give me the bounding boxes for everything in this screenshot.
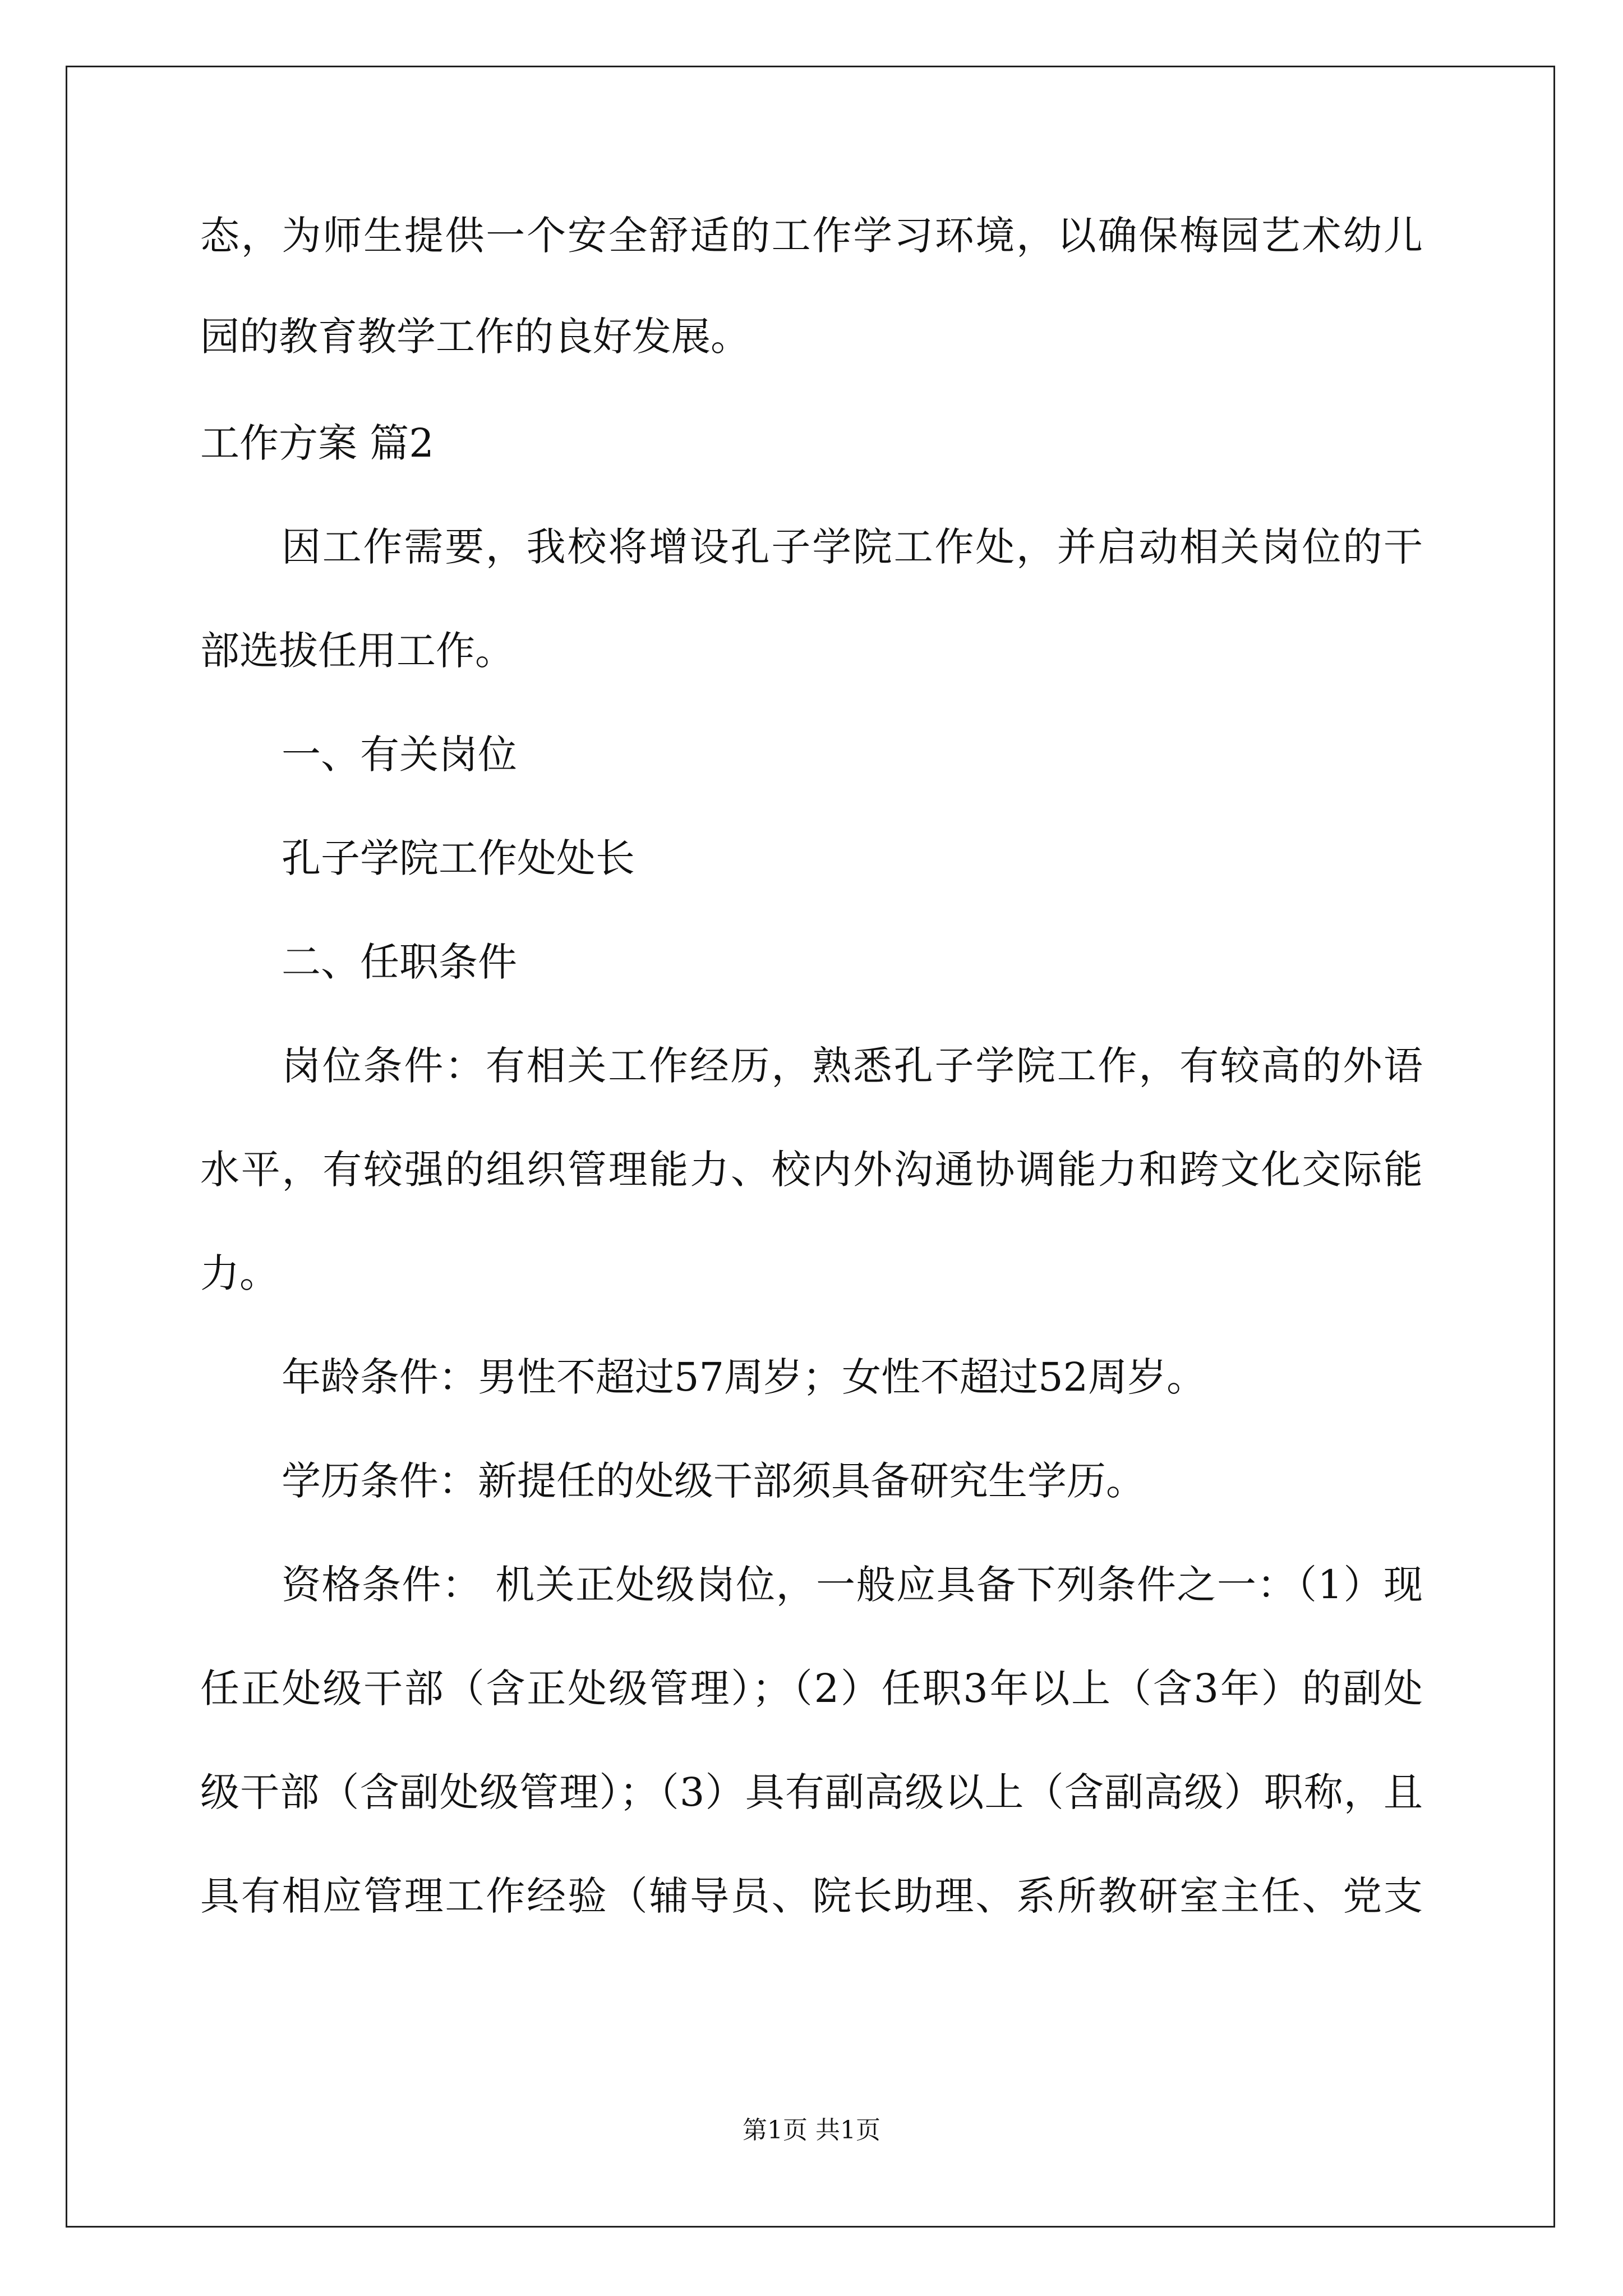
paragraph-line: 孔子学院工作处处长 (282, 835, 635, 881)
page-number-footer: 第1页 共1页 (743, 2116, 880, 2145)
paragraph-line: 态，为师生提供一个安全舒适的工作学习环境，以确保梅园艺术幼儿 (200, 213, 1423, 259)
paragraph-line: 具有相应管理工作经验（辅导员、院长助理、系所教研室主任、党支 (200, 1873, 1423, 1919)
paragraph-line: 因工作需要，我校将增设孔子学院工作处，并启动相关岗位的干 (282, 524, 1423, 570)
paragraph-line: 水平，有较强的组织管理能力、校内外沟通协调能力和跨文化交际能 (200, 1147, 1423, 1193)
subheading: 一、有关岗位 (282, 731, 517, 777)
paragraph-line: 学历条件：新提任的处级干部须具备研究生学历。 (282, 1458, 1145, 1504)
paragraph-line: 岗位条件：有相关工作经历，熟悉孔子学院工作，有较高的外语 (282, 1043, 1423, 1089)
paragraph-line: 年龄条件：男性不超过57周岁；女性不超过52周岁。 (282, 1354, 1206, 1400)
paragraph-line: 部选拔任用工作。 (200, 628, 514, 674)
paragraph-line: 任正处级干部（含正处级管理）；（2）任职3年以上（含3年）的副处 (200, 1665, 1423, 1711)
paragraph-line: 力。 (200, 1250, 279, 1296)
paragraph-line: 园的教育教学工作的良好发展。 (200, 314, 750, 360)
section-heading: 工作方案 篇2 (200, 420, 434, 466)
paragraph-line: 资格条件： 机关正处级岗位，一般应具备下列条件之一：（1）现 (282, 1562, 1423, 1608)
paragraph-line: 级干部（含副处级管理）；（3）具有副高级以上（含副高级）职称，且 (200, 1769, 1423, 1815)
subheading: 二、任职条件 (282, 939, 517, 985)
